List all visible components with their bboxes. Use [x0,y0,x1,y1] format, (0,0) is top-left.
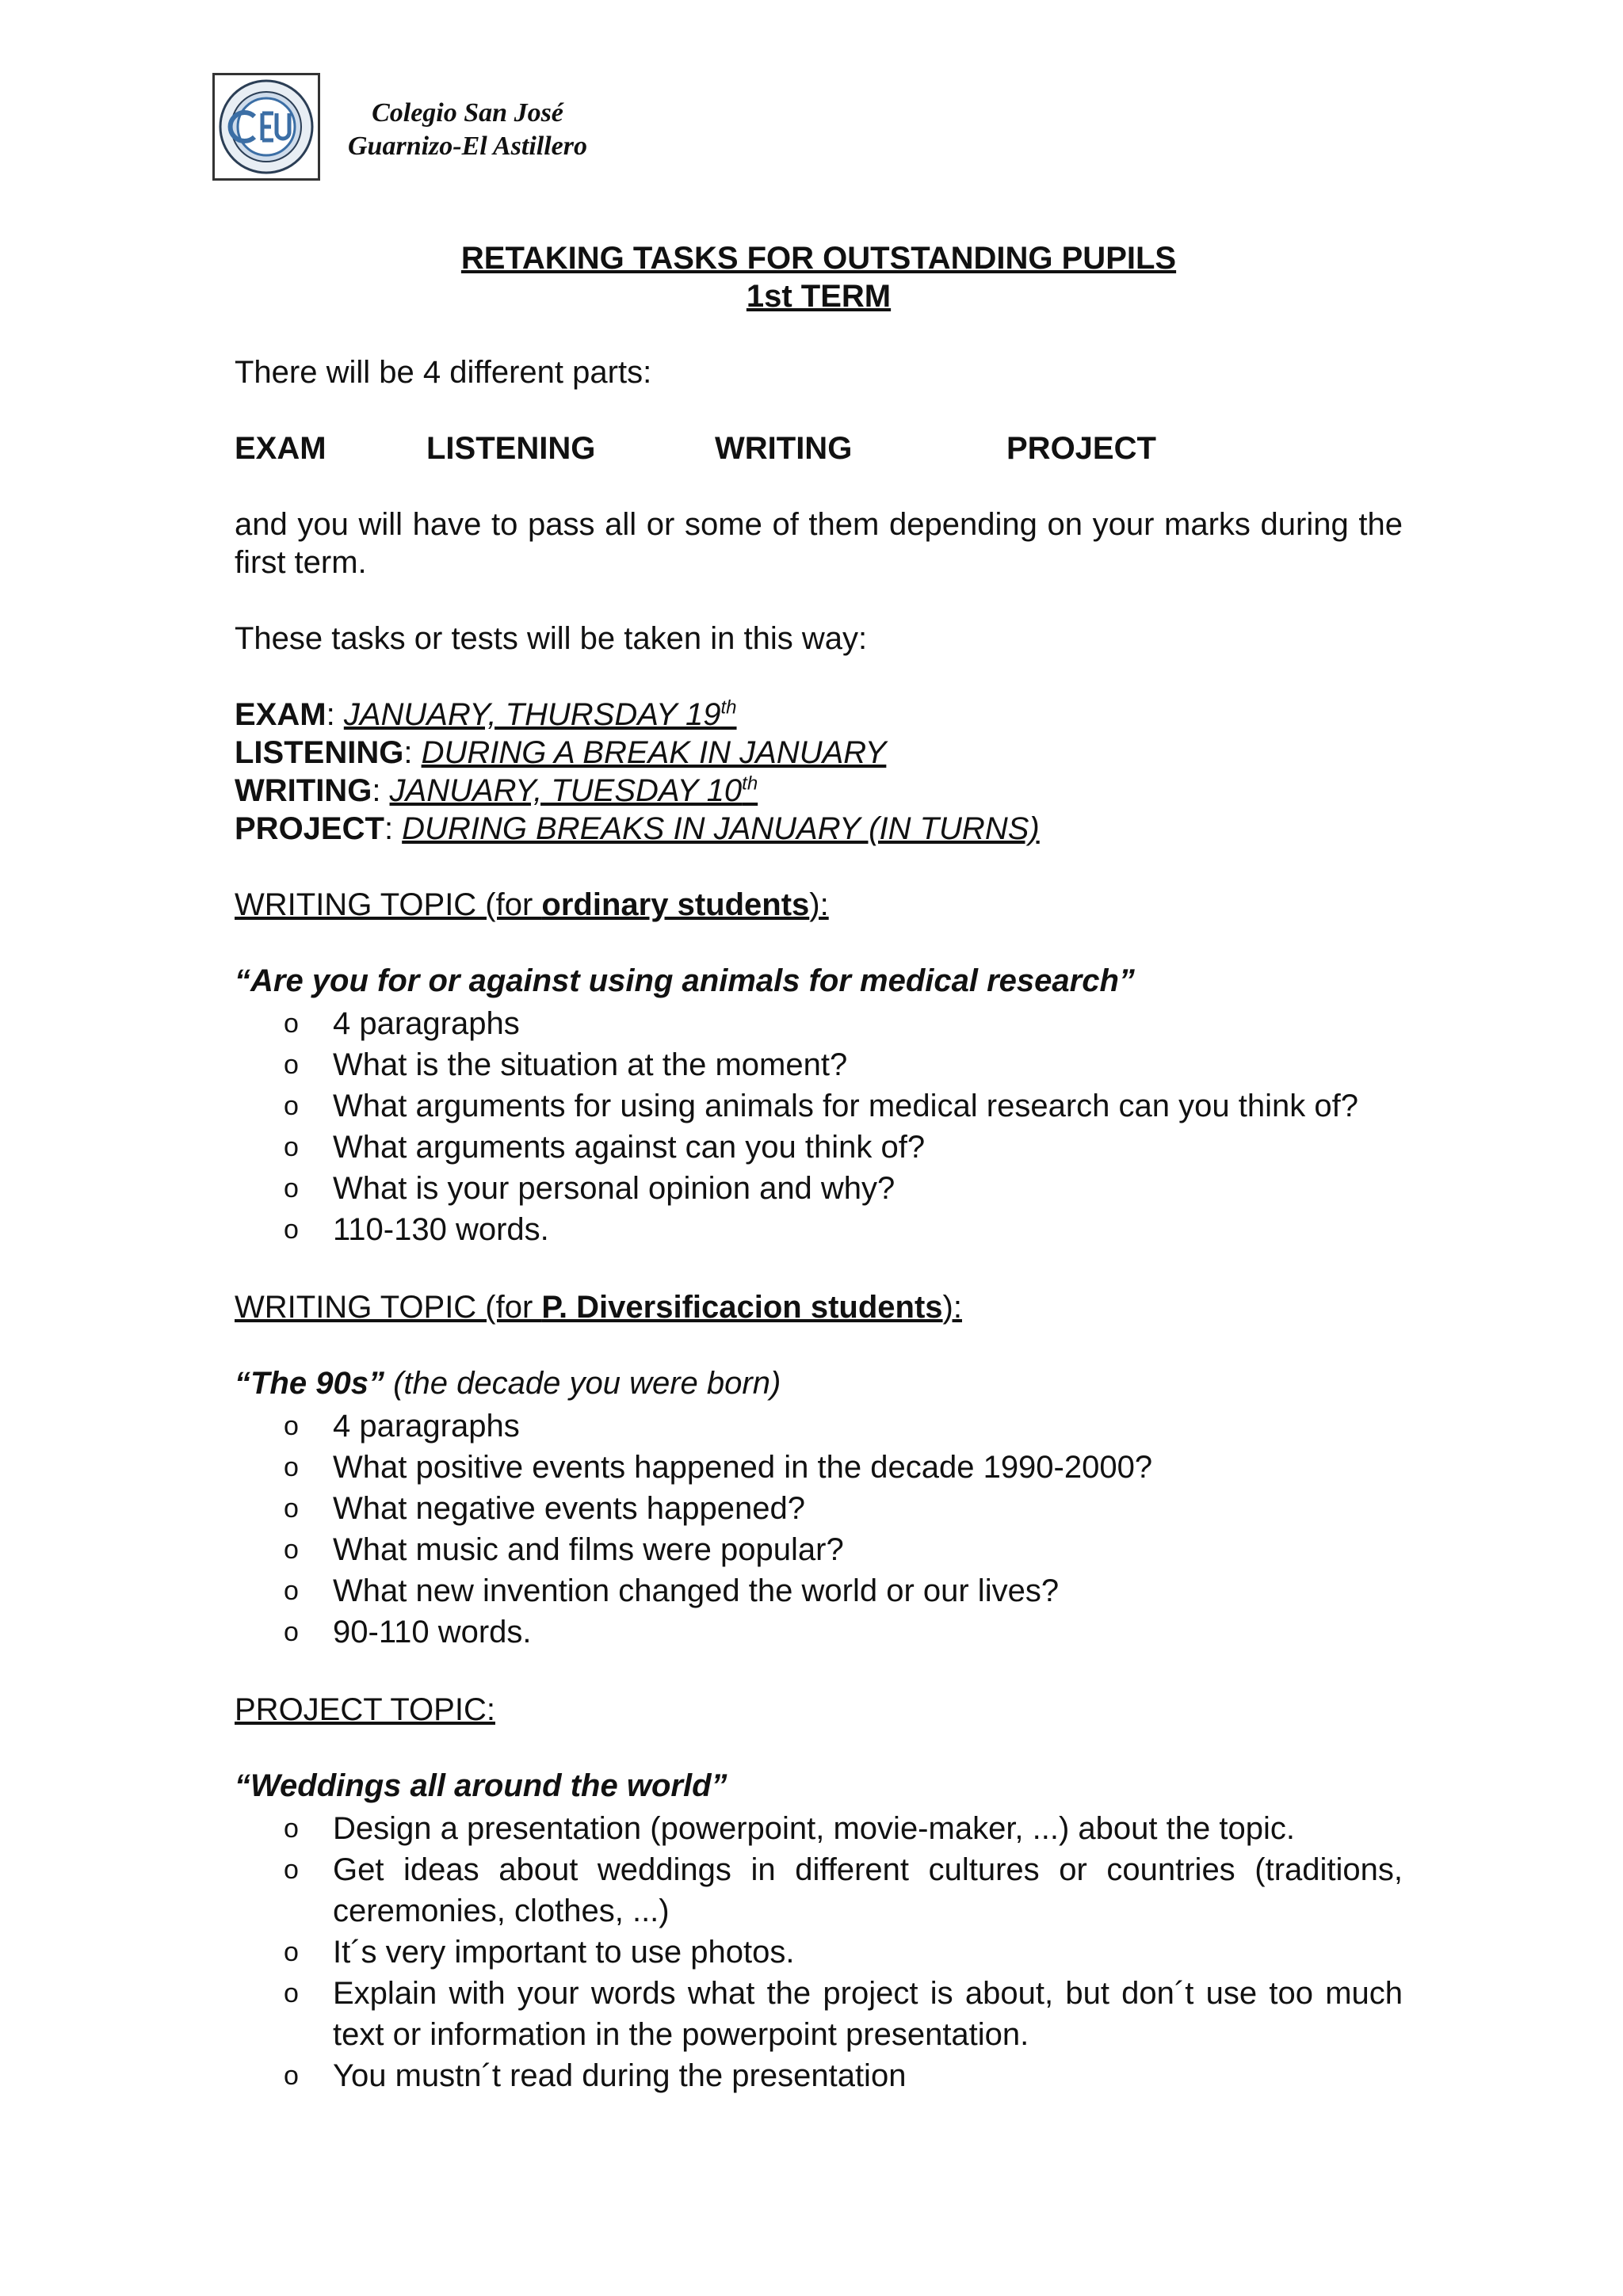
list-item: o What positive events happened in the decade 1990-2000? [235,1447,1403,1488]
writing-topic-title: “Are you for or against using animals for medical research” [235,963,1135,998]
list-item: o You mustn´t read during the presentation [235,2055,1403,2096]
bullet-icon: o [284,1173,299,1203]
document-body [235,239,1403,2096]
writing-topic-bullets [235,1405,1403,1653]
list-item: o What arguments for using animals for medical research can you think of? [235,1085,1403,1127]
document-title [235,239,1403,315]
schedule-date: DURING A BREAK IN JANUARY [421,735,887,770]
part-exam: EXAM [235,431,327,466]
bullet-icon: o [284,1132,299,1162]
writing-topic-heading-ordinary: WRITING TOPIC (for ordinary students): [235,887,829,922]
school-name-line1: Colegio San José [372,98,563,128]
list-item: o What music and films were popular? [235,1529,1403,1570]
list-item: o It´s very important to use photos. [235,1932,1403,1973]
part-listening: LISTENING [426,431,596,466]
part-project: PROJECT [1006,431,1156,466]
bullet-icon: o [284,1576,299,1606]
list-item: o What arguments against can you think of? [235,1127,1403,1168]
list-item: o What new invention changed the world or our lives? [235,1570,1403,1611]
school-name [325,97,610,163]
list-item: o What is the situation at the moment? [235,1044,1403,1085]
bullet-icon: o [284,1814,299,1844]
school-name-line2: Guarnizo-El Astillero [348,132,587,161]
schedule-date: JANUARY, THURSDAY 19th [343,696,737,732]
writing-topic-title: “The 90s” (the decade you were born) [235,1366,781,1401]
schedule-row-writing: WRITING: JANUARY, TUESDAY 10th [235,772,758,808]
schedule-row-exam: EXAM: JANUARY, THURSDAY 19th [235,696,737,732]
list-item: o What is your personal opinion and why? [235,1168,1403,1209]
bullet-icon: o [284,1452,299,1482]
title-line2: 1st TERM [746,279,892,314]
list-item: o Design a presentation (powerpoint, movie-maker, ...) about the topic. [235,1808,1403,1849]
bullet-icon: o [284,2061,299,2091]
writing-topic-bullets [235,1003,1403,1250]
list-item: o 4 paragraphs [235,1003,1403,1044]
school-logo [212,73,320,181]
bullet-icon: o [284,1050,299,1080]
list-item: o 4 paragraphs [235,1405,1403,1447]
list-item: o What negative events happened? [235,1488,1403,1529]
bullet-icon: o [284,1978,299,2008]
schedule-date: DURING BREAKS IN JANUARY (IN TURNS) [402,811,1040,846]
bullet-icon: o [284,1215,299,1245]
project-topic-title: “Weddings all around the world” [235,1768,727,1803]
list-item: o Explain with your words what the project is about, but don´t use too much text or information in the powerpoint presentation. [235,1973,1403,2055]
part-writing: WRITING [715,431,853,466]
schedule-row-project: PROJECT: DURING BREAKS IN JANUARY (IN TURNS) [235,811,1040,846]
bullet-icon: o [284,1937,299,1967]
school-seal-icon [215,75,318,178]
bullet-icon: o [284,1535,299,1565]
bullet-icon: o [284,1855,299,1885]
project-topic-bullets [235,1808,1403,2096]
project-topic-heading: PROJECT TOPIC: [235,1692,495,1727]
schedule-list [235,696,1403,848]
intro-text: There will be 4 different parts: [235,355,652,390]
schedule-intro: These tasks or tests will be taken in this way: [235,621,868,656]
list-item: o Get ideas about weddings in different cultures or countries (traditions, ceremonies, clothes, ...) [235,1849,1403,1932]
schedule-row-listening: LISTENING: DURING A BREAK IN JANUARY [235,735,887,770]
parts-list [235,429,1403,467]
writing-topic-heading-diversificacion: WRITING TOPIC (for P. Diversificacion students): [235,1290,962,1325]
bullet-icon: o [284,1411,299,1441]
list-item: o 110-130 words. [235,1209,1403,1250]
bullet-icon: o [284,1617,299,1647]
bullet-icon: o [284,1493,299,1524]
bullet-icon: o [284,1009,299,1039]
schedule-date: JANUARY, TUESDAY 10th [389,772,758,808]
list-item: o 90-110 words. [235,1611,1403,1653]
title-line1: RETAKING TASKS FOR OUTSTANDING PUPILS [460,241,1177,276]
parts-note: and you will have to pass all or some of them depending on your marks during the first term. [235,507,1403,580]
bullet-icon: o [284,1091,299,1121]
